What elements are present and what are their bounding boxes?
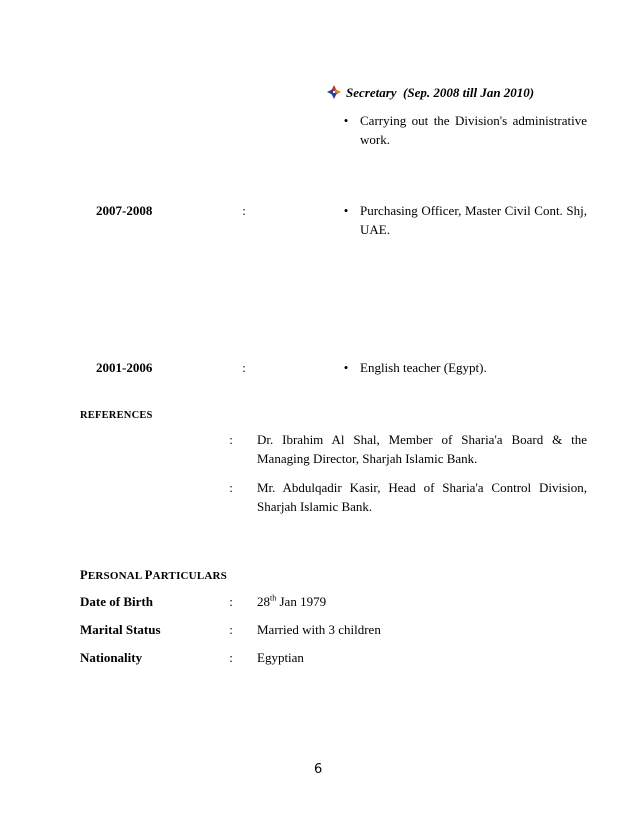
personal-label: Marital Status — [80, 622, 161, 637]
experience-years: 2007-2008 — [96, 203, 153, 218]
reference-text: Mr. Abdulqadir Kasir, Head of Sharia'a Control Division, Sharjah Islamic Bank. — [257, 480, 587, 514]
reference-colon: : — [229, 480, 233, 495]
page-number: 6 — [314, 762, 323, 777]
personal-label: Date of Birth — [80, 594, 153, 609]
personal-label: Nationality — [80, 650, 143, 665]
arrow-bullet-icon — [326, 84, 342, 100]
personal-colon: : — [229, 594, 233, 609]
secretary-bullet-text: Carrying out the Division's administrative work. — [360, 113, 587, 147]
bullet-dot: • — [343, 360, 349, 375]
experience-bullet-text: Purchasing Officer, Master Civil Cont. Shj, UAE. — [360, 203, 587, 237]
personal-heading: PERSONAL PARTICULARS — [80, 568, 227, 582]
reference-colon: : — [229, 432, 233, 447]
references-heading: REFERENCES — [80, 410, 153, 421]
personal-colon: : — [229, 650, 233, 665]
experience-years: 2001-2006 — [96, 360, 153, 375]
experience-bullet — [341, 201, 587, 239]
experience-bullet — [341, 358, 587, 377]
personal-value: Egyptian — [257, 650, 304, 665]
secretary-bullet — [341, 111, 587, 149]
personal-value: 28th Jan 1979 — [257, 593, 327, 609]
experience-colon: : — [242, 203, 246, 218]
personal-colon: : — [229, 622, 233, 637]
experience-bullet-text: English teacher (Egypt). — [360, 360, 487, 375]
secretary-title: Secretary (Sep. 2008 till Jan 2010) — [346, 85, 535, 100]
bullet-dot: • — [343, 113, 349, 128]
reference-text: Dr. Ibrahim Al Shal, Member of Sharia'a Board & the Managing Director, Sharjah Islamic Bank. — [257, 432, 587, 466]
experience-colon: : — [242, 360, 246, 375]
personal-value: Married with 3 children — [257, 622, 381, 637]
bullet-dot: • — [343, 203, 349, 218]
